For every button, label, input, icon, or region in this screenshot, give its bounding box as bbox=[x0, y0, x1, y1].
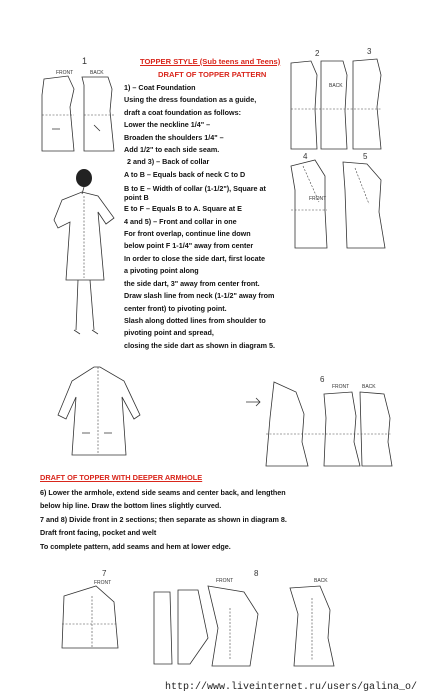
diagram-2-label: BACK bbox=[329, 83, 343, 89]
source-url[interactable]: http://www.liveinternet.ru/users/galina_o/ bbox=[165, 682, 418, 693]
diagram-2-number: 2 bbox=[315, 49, 320, 58]
diagram-8-back-label: BACK bbox=[314, 578, 328, 584]
diagram-7-number: 7 bbox=[102, 569, 107, 578]
instruction-line: draft a coat foundation as follows: bbox=[124, 107, 242, 117]
diagram-6-back-label: BACK bbox=[362, 384, 376, 390]
diagram-1-number: 1 bbox=[82, 56, 88, 66]
instruction-line: Broaden the shoulders 1/4" – bbox=[124, 132, 224, 142]
instruction-line: a pivoting point along bbox=[124, 266, 199, 276]
instruction-line: center front) to pivoting point. bbox=[124, 303, 227, 313]
diagram-4-label: FRONT bbox=[309, 196, 327, 202]
diagram-1-front-label: FRONT bbox=[56, 70, 74, 76]
diagram-6 bbox=[244, 372, 394, 470]
instruction-line: closing the side dart as shown in diagram 5. bbox=[124, 340, 275, 350]
diagram-6-number: 6 bbox=[320, 375, 325, 384]
instruction-line: Using the dress foundation as a guide, bbox=[124, 95, 257, 105]
instruction-line: Lower the neckline 1/4" – bbox=[124, 120, 211, 130]
section2-line: 6) Lower the armhole, extend side seams and center back, and lengthen bbox=[40, 488, 286, 497]
section2-line: Draft front facing, pocket and welt bbox=[40, 528, 157, 538]
instruction-line: 4 and 5) – Front and collar in one bbox=[124, 216, 237, 226]
page-title: TOPPER STYLE (Sub teens and Teens) bbox=[140, 57, 281, 66]
diagram-7-8 bbox=[58, 568, 358, 670]
diagram-4-5 bbox=[285, 150, 393, 252]
instruction-line: the side dart, 3" away from center front. bbox=[124, 278, 260, 288]
instructions-block bbox=[124, 82, 286, 352]
section2-line: To complete pattern, add seams and hem at lower edge. bbox=[40, 541, 231, 551]
instruction-line: 2 and 3) – Back of collar bbox=[127, 157, 210, 167]
diagram-1 bbox=[38, 55, 120, 155]
instruction-line: E to F – Equals B to A. Square at E bbox=[124, 204, 242, 214]
instruction-line: Slash along dotted lines from shoulder to bbox=[124, 315, 266, 325]
diagram-6-front-label: FRONT bbox=[332, 384, 350, 390]
diagram-8-number: 8 bbox=[254, 569, 259, 578]
diagram-7-front-label: FRONT bbox=[94, 580, 112, 586]
instruction-line: For front overlap, continue line down bbox=[124, 229, 251, 239]
section2-line: below hip line. Draw the bottom lines slightly curved. bbox=[40, 501, 222, 511]
section2-heading: DRAFT OF TOPPER WITH DEEPER ARMHOLE bbox=[40, 473, 203, 482]
instruction-line: pivoting point and spread, bbox=[124, 328, 214, 338]
section2-block bbox=[40, 487, 380, 552]
instruction-line: point B bbox=[124, 193, 149, 203]
instruction-line: below point F 1-1/4" away from center bbox=[124, 241, 254, 251]
fashion-illustration bbox=[48, 162, 120, 337]
instruction-line: B to E – Width of collar (1-1/2"), Square at bbox=[124, 184, 266, 194]
diagram-1-back-label: BACK bbox=[90, 70, 104, 76]
diagram-4-number: 4 bbox=[303, 152, 308, 161]
instruction-line: Draw slash line from neck (1-1/2" away from bbox=[124, 291, 275, 301]
diagram-3-number: 3 bbox=[367, 47, 372, 56]
instruction-line: 1) – Coat Foundation bbox=[124, 83, 196, 92]
diagram-5-number: 5 bbox=[363, 152, 368, 161]
diagram-2-3 bbox=[287, 45, 387, 153]
instruction-line: In order to close the side dart, first locate bbox=[124, 253, 265, 263]
instruction-line: Add 1/2" to each side seam. bbox=[124, 145, 220, 155]
coat-sketch bbox=[54, 363, 144, 459]
section2-line: 7 and 8) Divide front in 2 sections; then separate as shown in diagram 8. bbox=[40, 514, 287, 524]
diagram-8-front-label: FRONT bbox=[216, 578, 234, 584]
instruction-line: A to B – Equals back of neck C to D bbox=[124, 169, 246, 179]
page-subtitle: DRAFT OF TOPPER PATTERN bbox=[158, 70, 267, 79]
